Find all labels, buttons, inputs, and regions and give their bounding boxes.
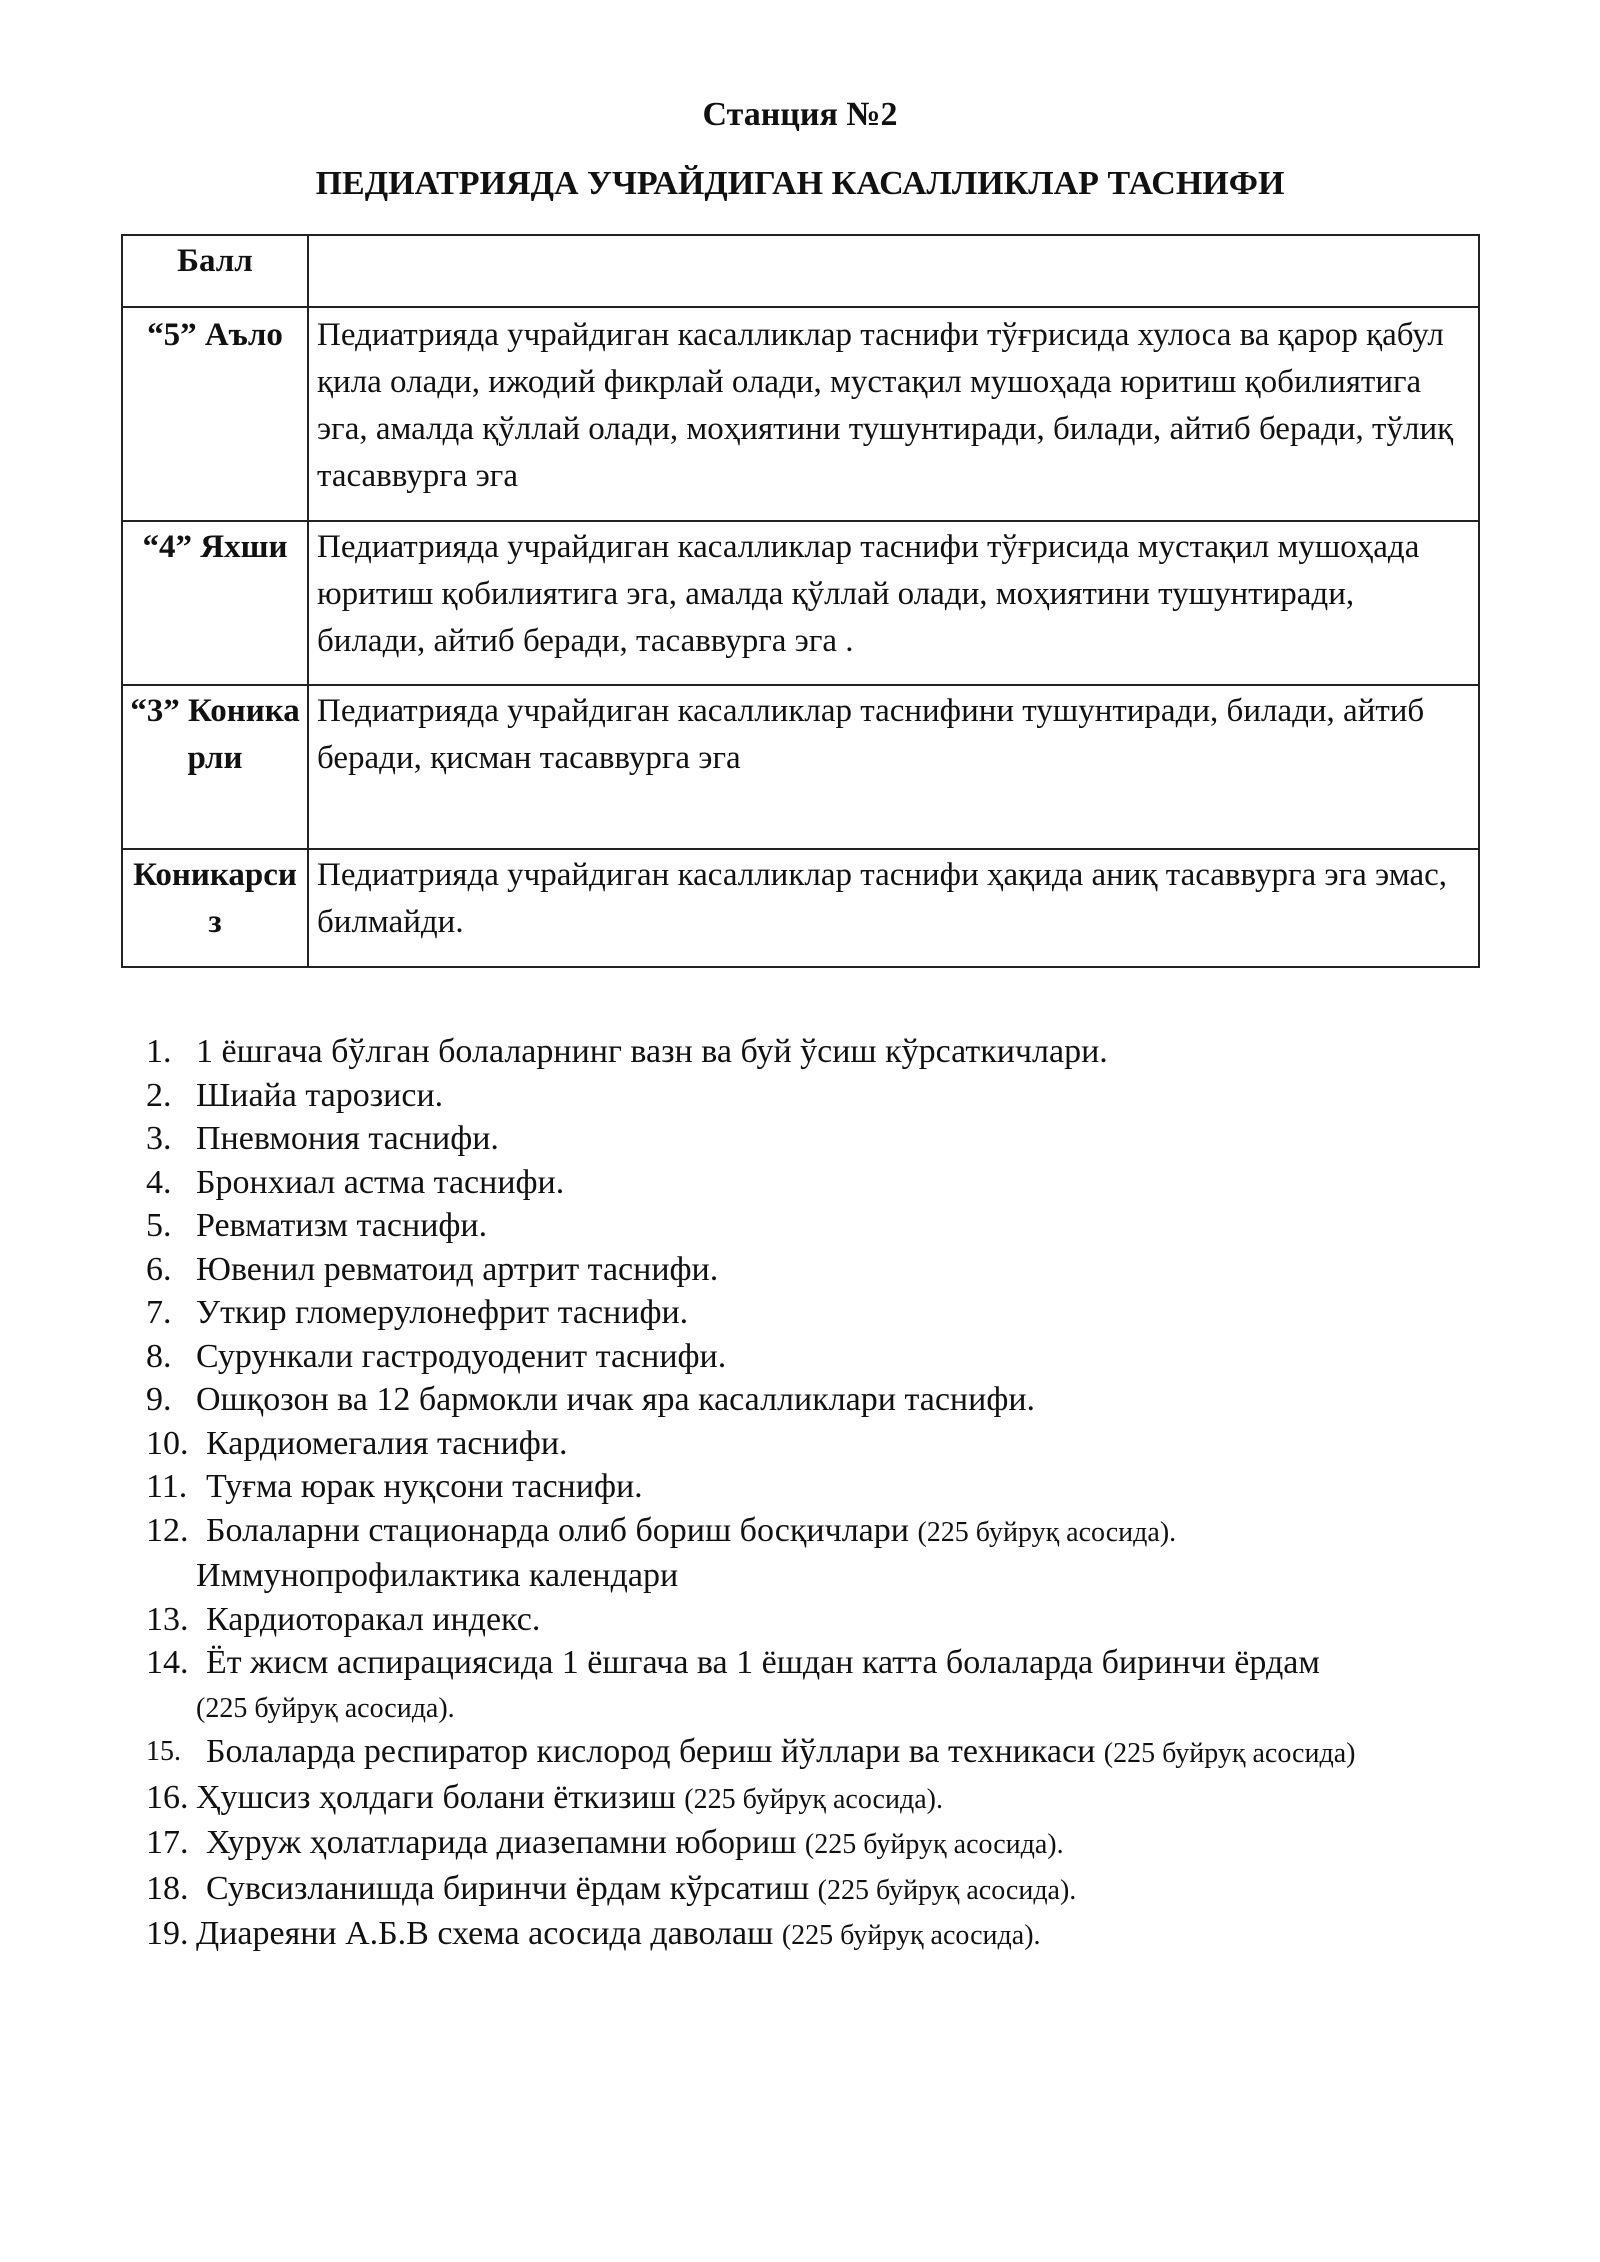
list-item xyxy=(146,1509,1566,1598)
list-item xyxy=(146,1422,1566,1466)
score-cell: “3” Коникарли xyxy=(122,685,308,849)
station-title: Станция №2 xyxy=(702,96,898,133)
list-note: (225 буйруқ асосида). xyxy=(917,1516,1177,1548)
list-item xyxy=(146,1335,1566,1379)
list-number: 7. xyxy=(146,1294,172,1331)
list-number: 13. xyxy=(146,1600,189,1638)
list-text: Болаларда респиратор кислород бериш йўллари ва техникаси xyxy=(206,1733,1104,1770)
list-number: 19. xyxy=(146,1915,189,1952)
description-cell: Педиатрияда учрайдиган касалликлар таснифи тўғрисида мустақил мушоҳада юритиш қобилиятига эга, амалда қўллай олади, моҳиятини тушунтиради, билади, айтиб беради, тасаввурга эга . xyxy=(308,521,1479,685)
list-item xyxy=(146,1821,1566,1867)
list-note: (225 буйруқ асосида). xyxy=(804,1829,1064,1860)
list-item xyxy=(146,1378,1566,1422)
list-item xyxy=(146,1204,1566,1248)
list-number: 2. xyxy=(146,1076,172,1114)
list-number: 17. xyxy=(146,1824,189,1861)
score-cell: Коникарсиз xyxy=(122,849,308,967)
list-item xyxy=(146,1291,1566,1335)
list-item xyxy=(146,1641,1566,1730)
list-number: 11. xyxy=(146,1468,188,1505)
list-text: Сурункали гастродуоденит таснифи. xyxy=(196,1337,727,1375)
list-text: Кардиомегалия таснифи. xyxy=(206,1424,568,1462)
list-number: 4. xyxy=(146,1163,172,1201)
list-number: 5. xyxy=(146,1207,172,1244)
list-note: (225 буйруқ асосида) xyxy=(1103,1738,1356,1769)
list-number: 9. xyxy=(146,1381,172,1418)
list-text: Ошқозон ва 12 бармокли ичак яра касалликлари таснифи. xyxy=(196,1381,1036,1418)
topics-list xyxy=(146,1030,1566,1958)
table-header-row xyxy=(122,235,1479,307)
list-text: Шиайа тарозиси. xyxy=(196,1076,444,1114)
description-cell: Педиатрияда учрайдиган касалликлар таснифи ҳақида аниқ тасаввурга эга эмас, билмайди. xyxy=(308,849,1479,967)
table-row xyxy=(122,307,1479,521)
list-note: (225 буйруқ асосида). xyxy=(196,1692,455,1724)
list-item xyxy=(146,1030,1566,1074)
table-row xyxy=(122,521,1479,685)
list-item xyxy=(146,1598,1566,1642)
list-number: 18. xyxy=(146,1869,189,1907)
list-text: Уткир гломерулонефрит таснифи. xyxy=(196,1294,689,1331)
list-note: (225 буйруқ асосида). xyxy=(781,1920,1041,1951)
grading-table xyxy=(121,234,1480,968)
list-item xyxy=(146,1465,1566,1509)
list-text: Кардиоторакал индекс. xyxy=(206,1600,541,1638)
list-item xyxy=(146,1730,1566,1776)
list-text: Болаларни стационарда олиб бориш босқичлари xyxy=(206,1511,918,1549)
list-item xyxy=(146,1117,1566,1161)
list-text: Ёт жисм аспирациясида 1 ёшгача ва 1 ёшдан катта болаларда биринчи ёрдам xyxy=(206,1644,1320,1681)
list-number: 6. xyxy=(146,1250,172,1288)
list-text: Диареяни А.Б.В схема асосида даволаш xyxy=(196,1915,782,1952)
list-item xyxy=(146,1248,1566,1292)
list-number: 16. xyxy=(146,1778,189,1816)
list-number: 10. xyxy=(146,1424,189,1462)
list-item xyxy=(146,1912,1566,1958)
list-text: Ювенил ревматоид артрит таснифи. xyxy=(196,1250,719,1288)
description-cell: Педиатрияда учрайдиган касалликлар таснифини тушунтиради, билади, айтиб беради, қисман тасаввурга эга xyxy=(308,685,1479,849)
list-note: (225 буйруқ асосида). xyxy=(817,1874,1077,1906)
description-cell: Педиатрияда учрайдиган касалликлар таснифи тўғрисида хулоса ва қарор қабул қила олади, ижодий фикрлай олади, мустақил мушоҳада юритиш қобилиятига эга, амалда қўллай олади, моҳиятини тушунтиради, билади, айтиб беради, тўлиқ тасаввурга эга xyxy=(308,307,1479,521)
table-row xyxy=(122,849,1479,967)
list-text: Хуруж ҳолатларида диазепамни юбориш xyxy=(206,1824,805,1861)
list-item xyxy=(146,1867,1566,1913)
list-number: 3. xyxy=(146,1120,172,1157)
list-number: 1. xyxy=(146,1033,172,1070)
list-number: 15. xyxy=(146,1736,181,1767)
description-header xyxy=(308,235,1479,307)
list-text: Туғма юрак нуқсони таснифи. xyxy=(206,1468,643,1505)
list-text: 1 ёшгача бўлган болаларнинг вазн ва буй ўсиш кўрсаткичлари. xyxy=(196,1033,1108,1070)
list-text-continued: Иммунопрофилактика календари xyxy=(196,1557,679,1594)
list-text: Ҳушсиз ҳолдаги болани ёткизиш xyxy=(196,1778,685,1816)
page-title: ПЕДИАТРИЯДА УЧРАЙДИГАН КАСАЛЛИКЛАР ТАСНИФИ xyxy=(315,165,1285,202)
list-note: (225 буйруқ асосида). xyxy=(684,1783,943,1815)
list-number: 12. xyxy=(146,1511,189,1549)
score-header: Балл xyxy=(122,235,308,307)
score-cell: “5” Аъло xyxy=(122,307,308,521)
list-text: Пневмония таснифи. xyxy=(196,1120,499,1157)
table-row xyxy=(122,685,1479,849)
list-item xyxy=(146,1161,1566,1205)
list-text: Сувсизланишда биринчи ёрдам кўрсатиш xyxy=(206,1869,818,1907)
list-number: 14. xyxy=(146,1644,189,1681)
list-item xyxy=(146,1074,1566,1118)
list-text: Бронхиал астма таснифи. xyxy=(196,1163,565,1201)
list-item xyxy=(146,1776,1566,1822)
list-number: 8. xyxy=(146,1337,172,1375)
score-cell: “4” Яхши xyxy=(122,521,308,685)
list-text: Ревматизм таснифи. xyxy=(196,1207,488,1244)
